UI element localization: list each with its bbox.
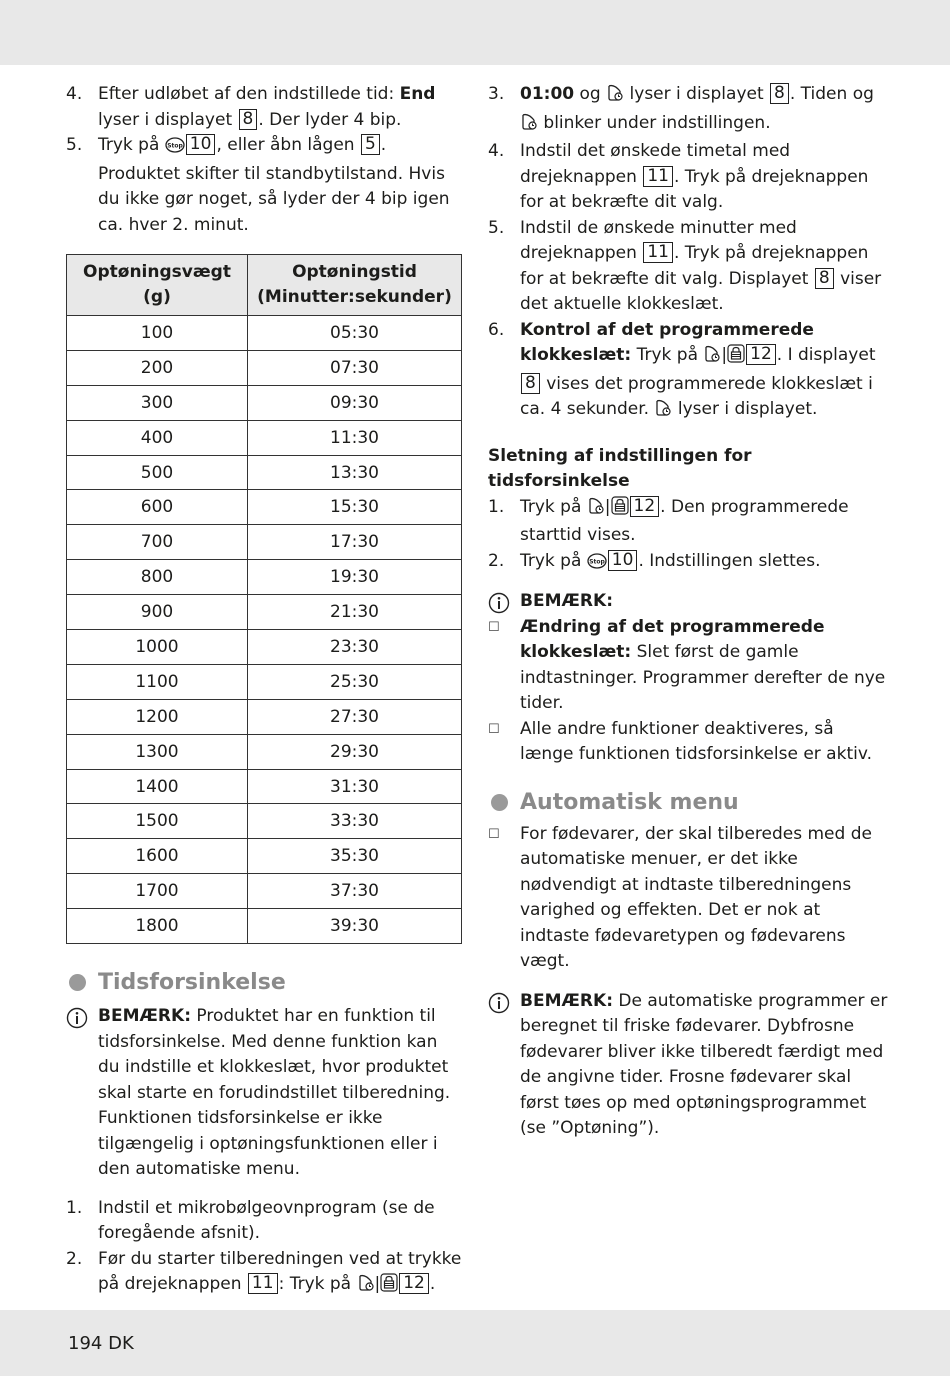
display-time-text: 01:00 [520, 84, 575, 104]
table-cell: 1000 [67, 630, 248, 665]
section-title-tidsforsinkelse [66, 968, 462, 998]
bullet-dot-icon [69, 974, 86, 991]
note-block [488, 989, 888, 1142]
ref-box: 10 [186, 134, 216, 155]
ref-box: 11 [248, 1273, 278, 1294]
table-cell: 1300 [67, 734, 248, 769]
stop-button-icon [165, 136, 185, 162]
table-row [67, 839, 462, 874]
step-text: . [429, 1274, 436, 1295]
separator: | [721, 345, 728, 365]
step-text: Tryk på [98, 135, 165, 155]
note-text: Produktet har en funktion til tidsforsinkelse. Med denne funktion kan du indstille et klokkeslæt, hvor produktet skal starte en forudindstillet tilberedning. Funktionen tidsforsinkelse er ikke tilgængelig i optøningsfunktionen eller i den automatiske menu. [98, 1006, 451, 1180]
table-cell: 15:30 [248, 490, 462, 525]
step-text: viser det aktuelle klokkeslæt. [520, 268, 882, 314]
checkbox-bullet-icon: ☐ [488, 721, 500, 737]
ref-box: 8 [521, 373, 540, 394]
note-label: BEMÆRK: [520, 591, 613, 611]
step-text: . Tryk på drejeknappen for at bekræfte dit valg. Displayet [520, 243, 869, 289]
right-column [488, 82, 888, 1142]
table-cell: 19:30 [248, 560, 462, 595]
table-row [67, 595, 462, 630]
subheading: Sletning af indstillingen for tidsforsinkelse [488, 445, 752, 491]
step-5 [488, 216, 888, 318]
ref-box: 11 [643, 166, 673, 187]
table-cell: 21:30 [248, 595, 462, 630]
step-number: 5. [488, 217, 505, 238]
step-text: . Indstillingen slettes. [638, 550, 821, 571]
ref-box: 8 [815, 268, 834, 289]
page-number: 194 DK [68, 1333, 134, 1354]
note-label: BEMÆRK: [520, 990, 613, 1011]
table-cell: 1600 [67, 839, 248, 874]
info-icon [66, 1007, 88, 1038]
svg-text:Stop: Stop [166, 142, 183, 150]
step-4 [488, 139, 888, 216]
defrost-table [66, 254, 462, 944]
clock-timer-icon [357, 1273, 375, 1301]
table-row [67, 350, 462, 385]
step-number: 1. [66, 1197, 83, 1218]
step-number: 5. [66, 135, 83, 155]
table-header: Optøningstid (Minutter:sekunder) [248, 255, 462, 316]
table-cell: 37:30 [248, 874, 462, 909]
table-cell: 1400 [67, 769, 248, 804]
step-text: . Tiden og [789, 84, 874, 104]
step-number: 6. [488, 319, 505, 340]
table-cell: 400 [67, 420, 248, 455]
table-row [67, 699, 462, 734]
table-row [67, 874, 462, 909]
clock-timer-icon [520, 112, 538, 140]
step-text: Indstil det ønskede timetal med drejeknappen [520, 141, 791, 187]
bullet-text: For fødevarer, der skal tilberedes med de automatiske menuer, er det ikke nødvendigt at indtaste tilberedningens varighed og effekten. Det er nok at indtaste fødevaretypen og fødevarens vægt. [520, 823, 872, 971]
checkbox-bullet-icon: ☐ [488, 619, 500, 635]
step-number: 2. [488, 550, 505, 571]
step-1 [66, 1196, 462, 1247]
table-row [67, 316, 462, 351]
table-row [67, 804, 462, 839]
step-text: , eller åbn lågen [216, 135, 360, 155]
table-cell: 200 [67, 350, 248, 385]
header-band [0, 0, 950, 65]
step-text: . Produktet skifter til standbytilstand. Hvis du ikke gør noget, så lyder der 4 bip igen ca. hver 2. minut. [98, 135, 450, 235]
step-text: . Der lyder 4 bip. [258, 109, 402, 130]
bullet-text: Alle andre funktioner deaktiveres, så længe funktionen tidsforsinkelse er aktiv. [520, 718, 872, 764]
table-row [67, 560, 462, 595]
table-cell: 25:30 [248, 664, 462, 699]
section-title-automatisk-menu [488, 788, 888, 818]
table-header: Optøningsvægt (g) [67, 255, 248, 316]
step-4 [66, 82, 462, 133]
note-label: BEMÆRK: [98, 1006, 191, 1027]
table-cell: 35:30 [248, 839, 462, 874]
table-cell: 13:30 [248, 455, 462, 490]
step-text: Efter udløbet af den indstillede tid: [98, 84, 400, 104]
table-row [67, 525, 462, 560]
table-cell: 11:30 [248, 420, 462, 455]
section-title-text: Tidsforsinkelse [98, 970, 286, 996]
table-cell: 23:30 [248, 630, 462, 665]
clock-timer-icon [654, 398, 672, 426]
table-row [67, 420, 462, 455]
ref-box: 10 [608, 550, 638, 571]
table-cell: 600 [67, 490, 248, 525]
step-number: 4. [488, 141, 505, 161]
table-row [67, 769, 462, 804]
step-number: 2. [66, 1248, 83, 1269]
left-column [66, 82, 462, 1301]
table-row [67, 385, 462, 420]
table-cell: 17:30 [248, 525, 462, 560]
step-text: Indstil de ønskede minutter med drejeknappen [520, 217, 797, 263]
bullet-bold-text: Ændring af det programmerede klokkeslæt: [520, 616, 825, 662]
table-cell: 1500 [67, 804, 248, 839]
step-text: Tryk på [520, 496, 587, 517]
list-item [488, 822, 888, 975]
step-5 [66, 133, 462, 238]
table-cell: 1200 [67, 699, 248, 734]
lock-icon [611, 496, 629, 524]
table-cell: 300 [67, 385, 248, 420]
note-text: De automatiske programmer er beregnet til friske fødevarer. Dybfrosne fødevarer bliver ikke tilberedt færdigt med de angivne tider. Frosne fødevarer skal først tøes op med optøningsprogrammet (se ”Optøning”). [520, 990, 888, 1138]
lock-icon [380, 1273, 398, 1301]
step-bold-text: Kontrol af det programmerede klokkeslæt: [520, 319, 814, 365]
list-item [488, 615, 888, 717]
bullet-text: Slet først de gamle indtastninger. Programmer derefter de nye tider. [520, 642, 886, 713]
steps-list [66, 1196, 462, 1301]
step-text: og [574, 84, 607, 104]
step-text: lyser i displayet [98, 109, 238, 130]
step-text: . Tryk på drejeknappen for at bekræfte dit valg. [520, 166, 869, 212]
step-text: Tryk på [631, 345, 704, 365]
table-cell: 1800 [67, 909, 248, 944]
display-end-text: End [399, 84, 436, 104]
delete-step-2 [488, 549, 888, 578]
table-cell: 31:30 [248, 769, 462, 804]
step-number: 1. [488, 496, 505, 517]
ref-box: 8 [239, 109, 258, 130]
step-number: 4. [66, 84, 83, 104]
svg-text:Stop: Stop [588, 558, 605, 565]
table-cell: 1700 [67, 874, 248, 909]
step-number: 3. [488, 84, 505, 104]
table-cell: 39:30 [248, 909, 462, 944]
note-block [66, 1004, 462, 1183]
step-text: lyser i displayet. [672, 399, 818, 419]
table-cell: 700 [67, 525, 248, 560]
table-row [67, 664, 462, 699]
clock-timer-icon [703, 344, 721, 372]
step-text: : Tryk på [278, 1274, 357, 1295]
table-cell: 27:30 [248, 699, 462, 734]
stop-button-icon [587, 552, 607, 578]
step-text: Indstil et mikrobølgeovnprogram (se de foregående afsnit). [98, 1197, 435, 1244]
ref-box: 12 [746, 344, 776, 365]
checkbox-bullet-icon: ☐ [488, 826, 500, 842]
ref-box: 5 [361, 134, 380, 155]
ref-box: 12 [399, 1273, 429, 1294]
step-2 [66, 1247, 462, 1301]
table-cell: 09:30 [248, 385, 462, 420]
separator: | [374, 1274, 381, 1295]
table-row [67, 630, 462, 665]
step-text: Tryk på [520, 550, 587, 571]
table-cell: 05:30 [248, 316, 462, 351]
step-text: Før du starter tilberedningen ved at trykke på drejeknappen [98, 1248, 462, 1295]
table-cell: 29:30 [248, 734, 462, 769]
step-text: blinker under indstillingen. [538, 112, 771, 133]
table-cell: 800 [67, 560, 248, 595]
step-3 [488, 82, 888, 139]
table-header-row [67, 255, 462, 316]
bullet-dot-icon [491, 794, 508, 811]
table-row [67, 455, 462, 490]
table-cell: 07:30 [248, 350, 462, 385]
ref-box: 12 [630, 496, 660, 517]
table-cell: 33:30 [248, 804, 462, 839]
note-block [488, 589, 888, 615]
table-cell: 900 [67, 595, 248, 630]
step-text: lyser i displayet [624, 84, 770, 104]
table-cell: 1100 [67, 664, 248, 699]
lock-icon [727, 344, 745, 372]
clock-timer-icon [606, 83, 624, 111]
clock-timer-icon [587, 496, 605, 524]
list-item [488, 717, 888, 768]
table-cell: 500 [67, 455, 248, 490]
step-text: . Den programmerede starttid vises. [520, 496, 849, 545]
table-row [67, 909, 462, 944]
step-text: vises det programmerede klokkeslæt i ca. 4 sekunder. [520, 373, 873, 419]
delete-step-1 [488, 495, 888, 549]
table-row [67, 734, 462, 769]
section-title-text: Automatisk menu [520, 789, 739, 815]
info-icon [488, 992, 510, 1023]
separator: | [604, 496, 611, 517]
table-row [67, 490, 462, 525]
footer-band [0, 1310, 950, 1376]
ref-box: 8 [770, 83, 789, 104]
step-text: . I displayet [776, 345, 876, 365]
table-cell: 100 [67, 316, 248, 351]
ref-box: 11 [643, 242, 673, 263]
step-6 [488, 318, 888, 426]
